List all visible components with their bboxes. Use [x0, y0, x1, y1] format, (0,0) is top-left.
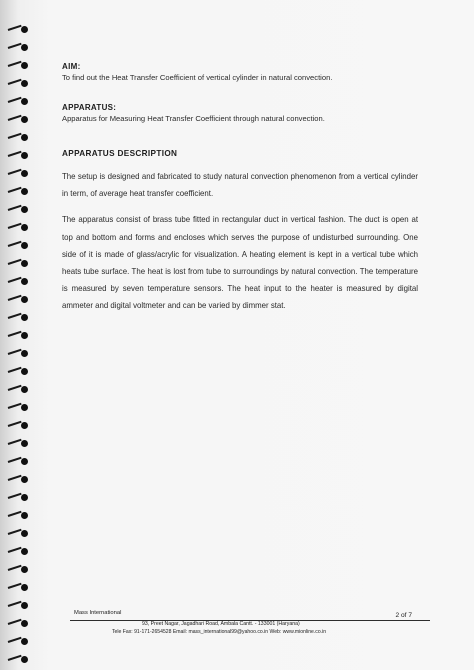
binding-coil: [8, 476, 32, 486]
binding-coil: [8, 80, 32, 90]
description-paragraph: The setup is designed and fabricated to study natural convection phenomenon from a vertical cylinder in term, of average heat transfer coefficient.: [62, 172, 418, 199]
binding-coil: [8, 350, 32, 360]
binding-coil: [8, 494, 32, 504]
binding-coil: [8, 224, 32, 234]
binding-coil: [8, 656, 32, 666]
apparatus-text: Apparatus for Measuring Heat Transfer Coefficient through natural convection.: [62, 113, 325, 123]
binding-coil: [8, 116, 32, 126]
binding-coil: [8, 584, 32, 594]
binding-coil: [8, 368, 32, 378]
binding-coil: [8, 242, 32, 252]
aim-label: AIM:: [62, 62, 81, 71]
binding-coil: [8, 422, 32, 432]
apparatus-label: APPARATUS:: [62, 103, 117, 112]
binding-coil: [8, 458, 32, 468]
binding-coil: [8, 188, 32, 198]
binding-coil: [8, 260, 32, 270]
binding-coil: [8, 332, 32, 342]
footer-address: 93, Preet Nagar, Jagadhari Road, Ambala Cantt. - 133001 (Haryana): [142, 621, 300, 627]
binding-coil: [8, 62, 32, 72]
apparatus-description-section: [62, 149, 418, 324]
binding-coil: [8, 548, 32, 558]
aim-text: To find out the Heat Transfer Coefficient of vertical cylinder in natural convection.: [62, 72, 333, 82]
binding-coil: [8, 206, 32, 216]
binding-coil: [8, 296, 32, 306]
binding-coil: [8, 170, 32, 180]
binding-coil: [8, 386, 32, 396]
binding-coil: [8, 278, 32, 288]
binding-coil: [8, 314, 32, 324]
binding-coil: [8, 26, 32, 36]
binding-coil: [8, 440, 32, 450]
binding-coil: [8, 566, 32, 576]
binding-coil: [8, 512, 32, 522]
binding-coil: [8, 530, 32, 540]
binding-coil: [8, 404, 32, 414]
binding-coil: [8, 620, 32, 630]
binding-coil: [8, 44, 32, 54]
binding-coil: [8, 98, 32, 108]
footer-page-number: 2 of 7: [395, 612, 412, 619]
spiral-binding: [0, 0, 38, 670]
binding-coil: [8, 134, 32, 144]
binding-coil: [8, 152, 32, 162]
apparatus-description-heading: APPARATUS DESCRIPTION: [62, 149, 178, 158]
apparatus-section: [62, 104, 325, 124]
apparatus-description-body: [62, 168, 418, 315]
footer-company: Mass International: [74, 610, 122, 616]
binding-coil: [8, 602, 32, 612]
description-paragraph: The apparatus consist of brass tube fitted in rectangular duct in vertical fashion. The duct is open at top and bottom and forms and encloses which serves the purpose of undisturbed surrounding. One side of it is made of glass/acrylic for visualization. A heating element is kept in a vertical tube which heats tube surface. The heat is lost from tube to surroundings by natural convection. The temperature is measured by seven temperature sensors. The heat input to the heater is measured by digital ammeter and digital voltmeter and can be varied by dimmer stat.: [62, 215, 418, 311]
aim-section: [62, 63, 332, 83]
footer-contact: Tele Fax: 91-171-2654528 Email: mass_international99@yahoo.co.in Web: www.mionline.co.in: [112, 629, 327, 635]
binding-coil: [8, 638, 32, 648]
